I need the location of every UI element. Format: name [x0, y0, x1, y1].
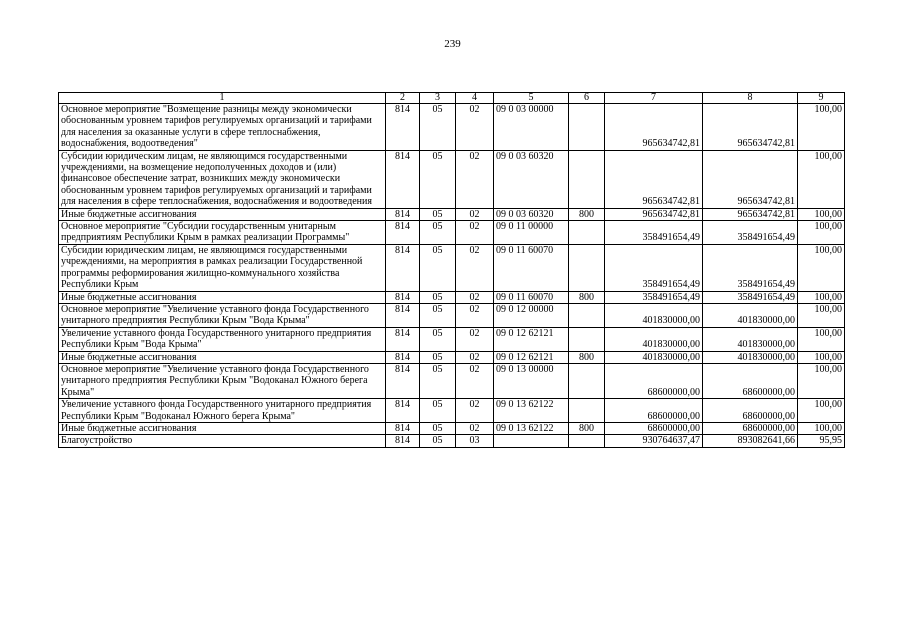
column-header: 1: [59, 93, 386, 104]
table-row: [59, 363, 845, 398]
expense-type-cell: 800: [569, 351, 605, 363]
row-name-cell: Увеличение уставного фонда Государственного унитарного предприятия Республики Крым "Водоканал Южного берега Крыма": [59, 399, 386, 423]
planned-amount-cell: 965634742,81: [605, 104, 703, 151]
expense-type-cell: [569, 150, 605, 208]
section-code-cell: 05: [420, 422, 456, 434]
planned-amount-cell: 68600000,00: [605, 422, 703, 434]
subsection-code-cell: 02: [456, 208, 494, 220]
table-row: [59, 303, 845, 327]
target-article-cell: 09 0 13 62122: [494, 399, 569, 423]
expense-type-cell: [569, 303, 605, 327]
target-article-cell: 09 0 03 00000: [494, 104, 569, 151]
expense-type-cell: 800: [569, 291, 605, 303]
page-number: 239: [444, 38, 461, 50]
expense-type-cell: 800: [569, 422, 605, 434]
target-article-cell: 09 0 11 60070: [494, 291, 569, 303]
target-article-cell: 09 0 12 00000: [494, 303, 569, 327]
column-header: 8: [703, 93, 798, 104]
subsection-code-cell: 02: [456, 221, 494, 245]
expense-type-cell: [569, 327, 605, 351]
executed-amount-cell: 68600000,00: [703, 363, 798, 398]
execution-percent-cell: 100,00: [798, 244, 845, 291]
planned-amount-cell: 358491654,49: [605, 291, 703, 303]
execution-percent-cell: 100,00: [798, 221, 845, 245]
table-row: [59, 291, 845, 303]
execution-percent-cell: 100,00: [798, 303, 845, 327]
table-row: [59, 104, 845, 151]
expense-type-cell: [569, 221, 605, 245]
column-header: 4: [456, 93, 494, 104]
grbs-code-cell: 814: [386, 399, 420, 423]
section-code-cell: 05: [420, 104, 456, 151]
table-row: [59, 150, 845, 208]
column-header: 6: [569, 93, 605, 104]
target-article-cell: [494, 435, 569, 447]
table-row: [59, 208, 845, 220]
section-code-cell: 05: [420, 303, 456, 327]
target-article-cell: 09 0 11 00000: [494, 221, 569, 245]
column-header: 5: [494, 93, 569, 104]
row-name-cell: Основное мероприятие "Увеличение уставного фонда Государственного унитарного предприятия Республики Крым "Водоканал Южного берега Крыма": [59, 363, 386, 398]
grbs-code-cell: 814: [386, 327, 420, 351]
subsection-code-cell: 02: [456, 327, 494, 351]
grbs-code-cell: 814: [386, 221, 420, 245]
row-name-cell: Иные бюджетные ассигнования: [59, 208, 386, 220]
row-name-cell: Субсидии юридическим лицам, не являющимся государственными учреждениями, на мероприятия в рамках реализации Государственной программы реформирования жилищно-коммунального хозяйства Республики Крым: [59, 244, 386, 291]
executed-amount-cell: 893082641,66: [703, 435, 798, 447]
planned-amount-cell: 401830000,00: [605, 351, 703, 363]
execution-percent-cell: 100,00: [798, 327, 845, 351]
section-code-cell: 05: [420, 327, 456, 351]
grbs-code-cell: 814: [386, 435, 420, 447]
subsection-code-cell: 02: [456, 399, 494, 423]
planned-amount-cell: 401830000,00: [605, 327, 703, 351]
row-name-cell: Основное мероприятие "Возмещение разницы между экономически обоснованным уровнем тарифов регулируемых организаций и тарифами для населения за оказанные услуги в сфере теплоснабжения, водоснабжения, водоотведения": [59, 104, 386, 151]
section-code-cell: 05: [420, 399, 456, 423]
column-header: 3: [420, 93, 456, 104]
grbs-code-cell: 814: [386, 422, 420, 434]
budget-table: [58, 92, 845, 448]
row-name-cell: Основное мероприятие "Субсидии государственным унитарным предприятиям Республики Крым в рамках реализации Программы": [59, 221, 386, 245]
planned-amount-cell: 930764637,47: [605, 435, 703, 447]
grbs-code-cell: 814: [386, 208, 420, 220]
expense-type-cell: [569, 399, 605, 423]
execution-percent-cell: 100,00: [798, 150, 845, 208]
execution-percent-cell: 100,00: [798, 422, 845, 434]
section-code-cell: 05: [420, 363, 456, 398]
executed-amount-cell: 401830000,00: [703, 303, 798, 327]
subsection-code-cell: 02: [456, 303, 494, 327]
target-article-cell: 09 0 03 60320: [494, 150, 569, 208]
executed-amount-cell: 358491654,49: [703, 291, 798, 303]
target-article-cell: 09 0 03 60320: [494, 208, 569, 220]
executed-amount-cell: 358491654,49: [703, 244, 798, 291]
row-name-cell: Иные бюджетные ассигнования: [59, 422, 386, 434]
target-article-cell: 09 0 11 60070: [494, 244, 569, 291]
table-row: [59, 244, 845, 291]
target-article-cell: 09 0 12 62121: [494, 351, 569, 363]
column-header: 9: [798, 93, 845, 104]
target-article-cell: 09 0 13 00000: [494, 363, 569, 398]
execution-percent-cell: 95,95: [798, 435, 845, 447]
subsection-code-cell: 03: [456, 435, 494, 447]
grbs-code-cell: 814: [386, 291, 420, 303]
execution-percent-cell: 100,00: [798, 104, 845, 151]
target-article-cell: 09 0 13 62122: [494, 422, 569, 434]
planned-amount-cell: 358491654,49: [605, 244, 703, 291]
subsection-code-cell: 02: [456, 104, 494, 151]
section-code-cell: 05: [420, 291, 456, 303]
section-code-cell: 05: [420, 221, 456, 245]
subsection-code-cell: 02: [456, 363, 494, 398]
execution-percent-cell: 100,00: [798, 399, 845, 423]
grbs-code-cell: 814: [386, 351, 420, 363]
section-code-cell: 05: [420, 208, 456, 220]
subsection-code-cell: 02: [456, 351, 494, 363]
row-name-cell: Иные бюджетные ассигнования: [59, 291, 386, 303]
planned-amount-cell: 68600000,00: [605, 399, 703, 423]
executed-amount-cell: 401830000,00: [703, 327, 798, 351]
row-name-cell: Иные бюджетные ассигнования: [59, 351, 386, 363]
grbs-code-cell: 814: [386, 150, 420, 208]
expense-type-cell: [569, 244, 605, 291]
section-code-cell: 05: [420, 435, 456, 447]
grbs-code-cell: 814: [386, 244, 420, 291]
expense-type-cell: [569, 363, 605, 398]
subsection-code-cell: 02: [456, 150, 494, 208]
row-name-cell: Субсидии юридическим лицам, не являющимся государственными учреждениями, на возмещение недополученных доходов и (или) финансовое обеспечение затрат, возникших между экономически обоснованным уровнем тарифов регулируемых организаций и тарифами для населения в сфере теплоснабжения, водоснабжения и водоотведения: [59, 150, 386, 208]
subsection-code-cell: 02: [456, 291, 494, 303]
grbs-code-cell: 814: [386, 303, 420, 327]
section-code-cell: 05: [420, 351, 456, 363]
subsection-code-cell: 02: [456, 422, 494, 434]
grbs-code-cell: 814: [386, 104, 420, 151]
section-code-cell: 05: [420, 150, 456, 208]
column-number-row: [59, 93, 845, 104]
planned-amount-cell: 358491654,49: [605, 221, 703, 245]
table-row: [59, 221, 845, 245]
target-article-cell: 09 0 12 62121: [494, 327, 569, 351]
execution-percent-cell: 100,00: [798, 351, 845, 363]
executed-amount-cell: 965634742,81: [703, 104, 798, 151]
row-name-cell: Увеличение уставного фонда Государственного унитарного предприятия Республики Крым "Вода Крыма": [59, 327, 386, 351]
subsection-code-cell: 02: [456, 244, 494, 291]
table-row: [59, 351, 845, 363]
executed-amount-cell: 68600000,00: [703, 422, 798, 434]
column-header: 2: [386, 93, 420, 104]
table-row: [59, 435, 845, 447]
planned-amount-cell: 401830000,00: [605, 303, 703, 327]
executed-amount-cell: 358491654,49: [703, 221, 798, 245]
expense-type-cell: [569, 104, 605, 151]
execution-percent-cell: 100,00: [798, 363, 845, 398]
row-name-cell: Благоустройство: [59, 435, 386, 447]
table-row: [59, 422, 845, 434]
table-row: [59, 327, 845, 351]
section-code-cell: 05: [420, 244, 456, 291]
executed-amount-cell: 965634742,81: [703, 208, 798, 220]
grbs-code-cell: 814: [386, 363, 420, 398]
execution-percent-cell: 100,00: [798, 291, 845, 303]
planned-amount-cell: 68600000,00: [605, 363, 703, 398]
executed-amount-cell: 965634742,81: [703, 150, 798, 208]
table-row: [59, 399, 845, 423]
column-header: 7: [605, 93, 703, 104]
planned-amount-cell: 965634742,81: [605, 150, 703, 208]
expense-type-cell: 800: [569, 208, 605, 220]
executed-amount-cell: 401830000,00: [703, 351, 798, 363]
expense-type-cell: [569, 435, 605, 447]
executed-amount-cell: 68600000,00: [703, 399, 798, 423]
planned-amount-cell: 965634742,81: [605, 208, 703, 220]
execution-percent-cell: 100,00: [798, 208, 845, 220]
row-name-cell: Основное мероприятие "Увеличение уставного фонда Государственного унитарного предприятия Республики Крым "Вода Крыма": [59, 303, 386, 327]
